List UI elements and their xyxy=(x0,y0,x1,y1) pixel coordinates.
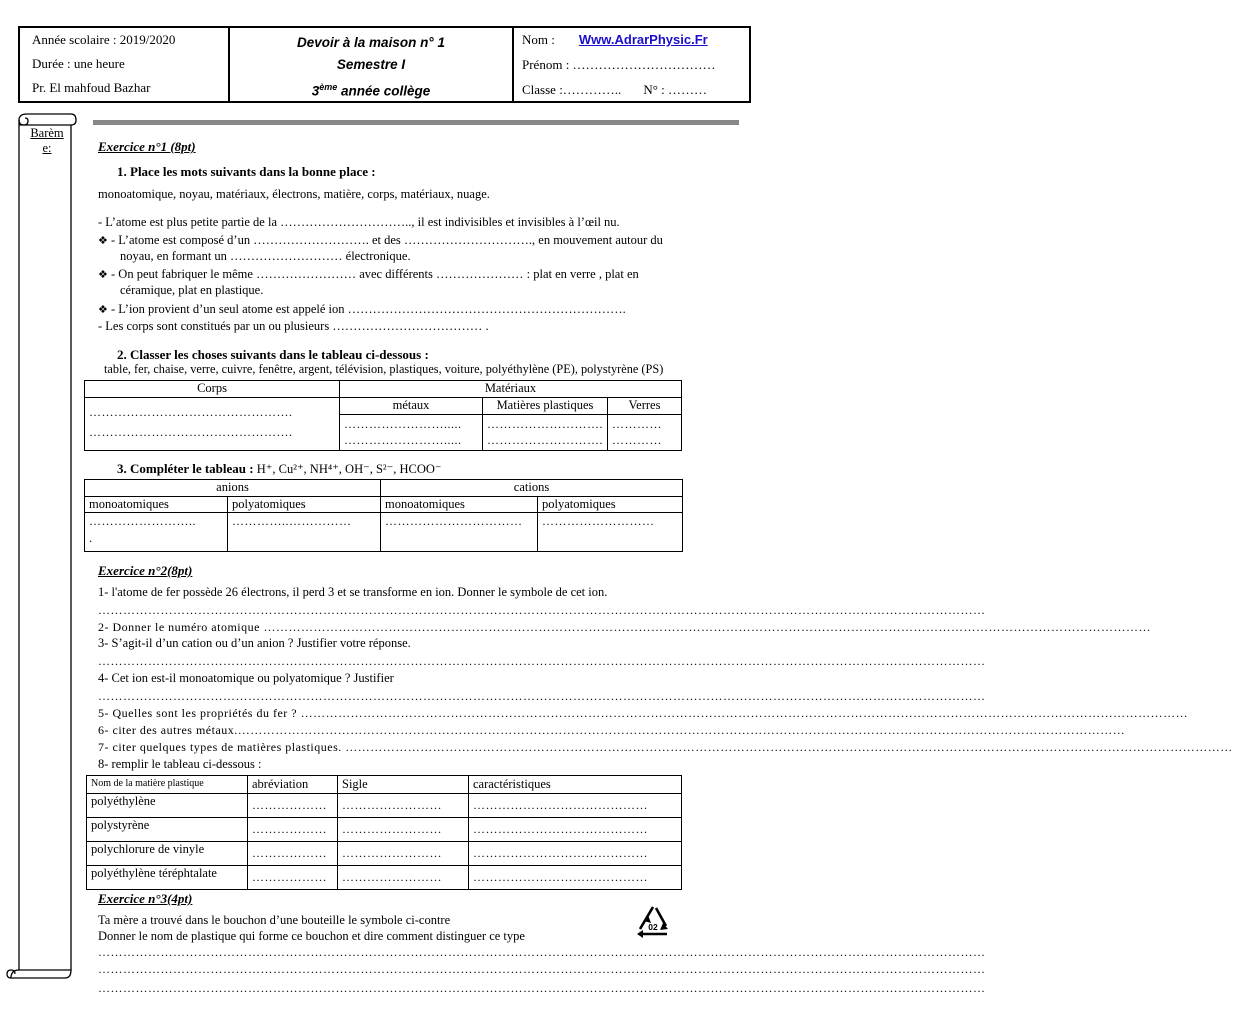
abrev-cell[interactable]: ……………… xyxy=(248,866,338,890)
anions-mono: monoatomiques xyxy=(85,496,228,513)
header-left xyxy=(20,28,230,101)
cations-mono-cell[interactable]: …………………………… xyxy=(381,513,538,552)
scroll-sidebar xyxy=(5,112,77,984)
row-name: polychlorure de vinyle xyxy=(87,842,248,866)
ex2-q3: 3- S’agit-il d’un cation ou d’un anion ? Justifier votre réponse. xyxy=(98,636,411,650)
ex2-q1: 1- l'atome de fer possède 26 électrons, il perd 3 et se transforme en ion. Donner le symbole de cet ion. xyxy=(98,585,608,599)
header-divider xyxy=(93,120,739,125)
header-right xyxy=(514,28,749,101)
recycle-icon xyxy=(632,903,674,943)
ex2-q1-answer[interactable]: …………………………………………………………………………………………………………………………………………………………………………………………… xyxy=(98,603,986,617)
svg-text:02: 02 xyxy=(648,922,658,932)
ex3-answer-2[interactable]: …………………………………………………………………………………………………………………………………………………………………………………………… xyxy=(98,962,986,976)
diamond-bullet-icon: ❖ xyxy=(98,268,108,281)
cations-poly: polyatomiques xyxy=(538,496,683,513)
abrev-cell[interactable]: ……………… xyxy=(248,818,338,842)
diamond-bullet-icon: ❖ xyxy=(98,234,108,247)
grade-level: 3ème année collège xyxy=(311,82,431,99)
cations-poly-cell[interactable]: ……………………… xyxy=(538,513,683,552)
diamond-bullet-icon: ❖ xyxy=(98,303,108,316)
ex2-q6[interactable]: 6- citer des autres métaux.…………………………………………………………………………………………………………………………………………………………………………………………… xyxy=(98,723,1126,737)
ex2-q2[interactable]: 2- Donner le numéro atomique …………………………………………………………………………………………………………………………………………………………………………………………… xyxy=(98,620,1151,634)
col-cations: cations xyxy=(381,480,683,497)
col-nom: Nom de la matière plastique xyxy=(87,776,248,794)
header-box xyxy=(18,26,751,103)
carac-cell[interactable]: …………………………………… xyxy=(469,842,682,866)
sigle-cell[interactable]: …………………… xyxy=(338,842,469,866)
col-anions: anions xyxy=(85,480,381,497)
classe-field: Classe :………….. xyxy=(522,82,622,97)
ex2-title: Exercice n°2(8pt) xyxy=(98,563,193,578)
col-plastiques: Matières plastiques xyxy=(483,398,608,415)
sigle-cell[interactable]: …………………… xyxy=(338,866,469,890)
row-name: polyéthylène téréphtalate xyxy=(87,866,248,890)
ex3-answer-1[interactable]: …………………………………………………………………………………………………………………………………………………………………………………………… xyxy=(98,945,986,959)
bareme-label: Barèm e: xyxy=(30,126,64,155)
nom-label: Nom : xyxy=(522,32,555,47)
ex2-q5[interactable]: 5- Quelles sont les propriétés du fer ? …………………………………………………………………………………………………………………………………………………………………………………………… xyxy=(98,706,1189,720)
col-metaux: métaux xyxy=(340,398,483,415)
school-year: Année scolaire : 2019/2020 xyxy=(32,32,176,47)
carac-cell[interactable]: …………………………………… xyxy=(469,866,682,890)
ex2-q7[interactable]: 7- citer quelques types de matières plastiques. …………………………………………………………………………………………………………………………………………………………………………………………… xyxy=(98,740,1233,754)
ex2-q3-answer[interactable]: …………………………………………………………………………………………………………………………………………………………………………………………… xyxy=(98,654,986,668)
ex3-answer-3[interactable]: …………………………………………………………………………………………………………………………………………………………………………………………… xyxy=(98,981,986,995)
ex1-sentence-3: ❖ - On peut fabriquer le même …………………… avec différents ………………… : plat en verre , plat en xyxy=(98,267,639,281)
prenom-field: Prénom : …………………………… xyxy=(522,57,716,72)
duration: Durée : une heure xyxy=(32,56,125,71)
corps-cell[interactable]: …………………………………………. …………………………………………. xyxy=(85,398,340,451)
classify-table xyxy=(84,380,682,451)
ex2-q4: 4- Cet ion est-il monoatomique ou polyatomique ? Justifier xyxy=(98,671,394,685)
ex1-sentence-1: - L’atome est plus petite partie de la ………………………….., il est indivisibles et invisibles à l’œil nu. xyxy=(98,215,620,229)
col-caracteristiques: caractéristiques xyxy=(469,776,682,794)
semester: Semestre I xyxy=(336,57,406,72)
ex1-word-list: monoatomique, noyau, matériaux, électrons, matière, corps, matériaux, nuage. xyxy=(98,187,490,201)
ex1-title: Exercice n°1 (8pt) xyxy=(98,139,196,154)
ex1-q2-heading: 2. Classer les choses suivants dans le tableau ci-dessous : xyxy=(117,347,429,362)
ex1-q1-heading: 1. Place les mots suivants dans la bonne place : xyxy=(117,164,376,179)
row-name: polystyrène xyxy=(87,818,248,842)
sigle-cell[interactable]: …………………… xyxy=(338,818,469,842)
carac-cell[interactable]: …………………………………… xyxy=(469,818,682,842)
abrev-cell[interactable]: ……………… xyxy=(248,794,338,818)
ex1-sentence-2b: noyau, en formant un ……………………… électronique. xyxy=(120,249,411,263)
col-abreviation: abréviation xyxy=(248,776,338,794)
ions-table xyxy=(84,479,683,552)
anions-poly-cell[interactable]: …………..…………… xyxy=(228,513,381,552)
ex1-sentence-5: - Les corps sont constitués par un ou plusieurs ……………………………… . xyxy=(98,319,489,333)
ex3-line-1: Ta mère a trouvé dans le bouchon d’une bouteille le symbole ci-contre xyxy=(98,913,451,927)
cations-mono: monoatomiques xyxy=(381,496,538,513)
col-materiaux: Matériaux xyxy=(340,381,682,398)
col-verres: Verres xyxy=(608,398,682,415)
carac-cell[interactable]: …………………………………… xyxy=(469,794,682,818)
ex3-line-2: Donner le nom de plastique qui forme ce bouchon et dire comment distinguer ce type xyxy=(98,929,525,943)
ex1-sentence-4: ❖ - L’ion provient d’un seul atome est appelé ion …………………………………………………………. xyxy=(98,302,626,316)
plastics-table xyxy=(86,775,682,890)
site-link[interactable]: Www.AdrarPhysic.Fr xyxy=(578,32,708,47)
plastiques-cell[interactable]: ………………………. ………………………. xyxy=(483,414,608,450)
ex1-q2-items: table, fer, chaise, verre, cuivre, fenêtre, argent, télévision, plastiques, voiture, polyéthylène (PE), polystyrène (PS) xyxy=(104,362,664,376)
col-sigle: Sigle xyxy=(338,776,469,794)
doc-title: Devoir à la maison n° 1 xyxy=(297,35,445,50)
metaux-cell[interactable]: ……………………..... ……………………..... xyxy=(340,414,483,450)
sigle-cell[interactable]: …………………… xyxy=(338,794,469,818)
ex1-sentence-3b: céramique, plat en plastique. xyxy=(120,283,264,297)
ex3-title: Exercice n°3(4pt) xyxy=(98,891,193,906)
ex2-q4-answer[interactable]: …………………………………………………………………………………………………………………………………………………………………………………………… xyxy=(98,689,986,703)
anions-mono-cell[interactable]: …………………….. . xyxy=(85,513,228,552)
row-name: polyéthylène xyxy=(87,794,248,818)
ex2-q8: 8- remplir le tableau ci-dessous : xyxy=(98,757,262,771)
anions-poly: polyatomiques xyxy=(228,496,381,513)
col-corps: Corps xyxy=(85,381,340,398)
numero-field: N° : ……… xyxy=(643,82,708,97)
header-center xyxy=(230,28,514,101)
verres-cell[interactable]: ………… ………… xyxy=(608,414,682,450)
ex1-sentence-2: ❖ - L’atome est composé d’un ………………………. et des …………………………., en mouvement autour du xyxy=(98,233,663,247)
teacher: Pr. El mahfoud Bazhar xyxy=(32,80,151,95)
abrev-cell[interactable]: ……………… xyxy=(248,842,338,866)
ex1-q3-heading: 3. Compléter le tableau : H⁺, Cu²⁺, NH⁴⁺, OH⁻, S²⁻, HCOO⁻ xyxy=(117,461,442,476)
